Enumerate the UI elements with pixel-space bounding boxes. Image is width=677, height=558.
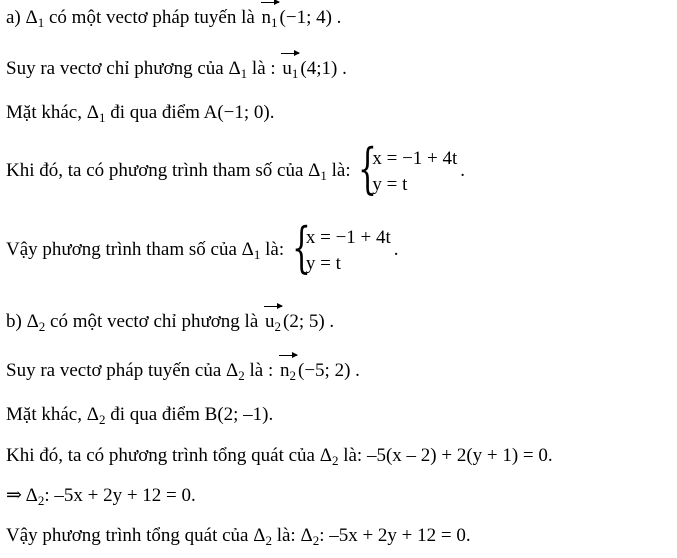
text: b) Δ (6, 311, 39, 332)
text: : –5x + 2y + 12 = 0. (44, 485, 196, 506)
vector-symbol: n (280, 360, 290, 381)
direction-vector-u1 (281, 57, 299, 86)
direction-vector-u2 (264, 310, 282, 339)
part-b-line-5 (6, 484, 196, 513)
text: (2; 5) . (283, 311, 335, 332)
subscript: 2 (238, 368, 245, 383)
vector-arrow-icon (264, 306, 282, 309)
part-a-line-4 (6, 136, 466, 200)
part-b-line-2 (6, 359, 360, 388)
text: đi qua điểm A(−1; 0). (105, 102, 275, 123)
subscript: 2 (37, 493, 45, 508)
text: là: Δ (271, 525, 313, 546)
part-b-line-6 (6, 524, 471, 553)
vector-arrow-icon (281, 53, 299, 56)
equation-y: y = t (305, 252, 341, 274)
subscript: 2 (98, 412, 106, 427)
text: Suy ra vectơ chỉ phương của Δ (6, 58, 241, 79)
subscript: 2 (274, 319, 281, 334)
subscript: 2 (265, 533, 272, 548)
text: : –5x + 2y + 12 = 0. (319, 525, 471, 546)
text: . (393, 239, 399, 260)
subscript: 1 (271, 15, 278, 30)
subscript: 2 (289, 368, 296, 383)
part-a-line-5 (6, 215, 399, 279)
subscript: 2 (312, 533, 320, 548)
subscript: 1 (98, 110, 106, 125)
normal-vector-n1 (261, 6, 279, 35)
subscript: 2 (331, 453, 339, 468)
subscript: 1 (291, 66, 299, 81)
subscript: 1 (37, 15, 45, 30)
text: (−5; 2) . (298, 360, 360, 381)
text: ⇒ Δ (6, 485, 38, 506)
vector-symbol: u (265, 311, 275, 332)
subscript: 2 (38, 319, 46, 334)
subscript: 1 (240, 66, 248, 81)
text: có một vectơ pháp tuyến là (44, 7, 260, 28)
equation-x: x = −1 + 4t (305, 226, 391, 248)
text: là: –5(x – 2) + 2(y + 1) = 0. (338, 445, 553, 466)
part-a-line-2 (6, 57, 347, 86)
part-b-line-1 (6, 310, 334, 339)
vector-arrow-icon (261, 2, 279, 5)
text: có một vectơ chỉ phương là (45, 311, 263, 332)
vector-arrow-icon (279, 355, 297, 358)
text: Mặt khác, Δ (6, 102, 99, 123)
equation-x: x = −1 + 4t (372, 147, 458, 169)
parametric-system (358, 136, 458, 200)
left-brace-icon: { (358, 136, 378, 200)
text: (4;1) . (300, 58, 347, 79)
subscript: 1 (320, 168, 327, 183)
normal-vector-n2 (279, 359, 297, 388)
text: Vậy phương trình tổng quát của Δ (6, 525, 266, 546)
text: đi qua điểm B(2; –1). (105, 404, 274, 425)
text: là: (260, 239, 289, 260)
text: (−1; 4) . (279, 7, 342, 28)
text: Mặt khác, Δ (6, 404, 99, 425)
text: a) Δ (6, 7, 38, 28)
vector-symbol: n (261, 7, 272, 28)
part-b-line-4 (6, 444, 553, 473)
left-brace-icon: { (291, 215, 311, 279)
part-a-line-3 (6, 101, 274, 130)
text: Vậy phương trình tham số của Δ (6, 239, 254, 260)
text: là : (244, 360, 278, 381)
part-a-line-1 (6, 6, 341, 35)
text: là : (247, 58, 281, 79)
subscript: 1 (253, 247, 261, 262)
equation-y: y = t (372, 173, 408, 195)
text: là: (326, 160, 356, 181)
text: Khi đó, ta có phương trình tổng quát của Δ (6, 445, 332, 466)
part-b-line-3 (6, 403, 273, 432)
text: . (460, 160, 466, 181)
parametric-system (291, 215, 391, 279)
text: Khi đó, ta có phương trình tham số của Δ (6, 160, 321, 181)
text: Suy ra vectơ pháp tuyến của Δ (6, 360, 239, 381)
vector-symbol: u (282, 58, 292, 79)
